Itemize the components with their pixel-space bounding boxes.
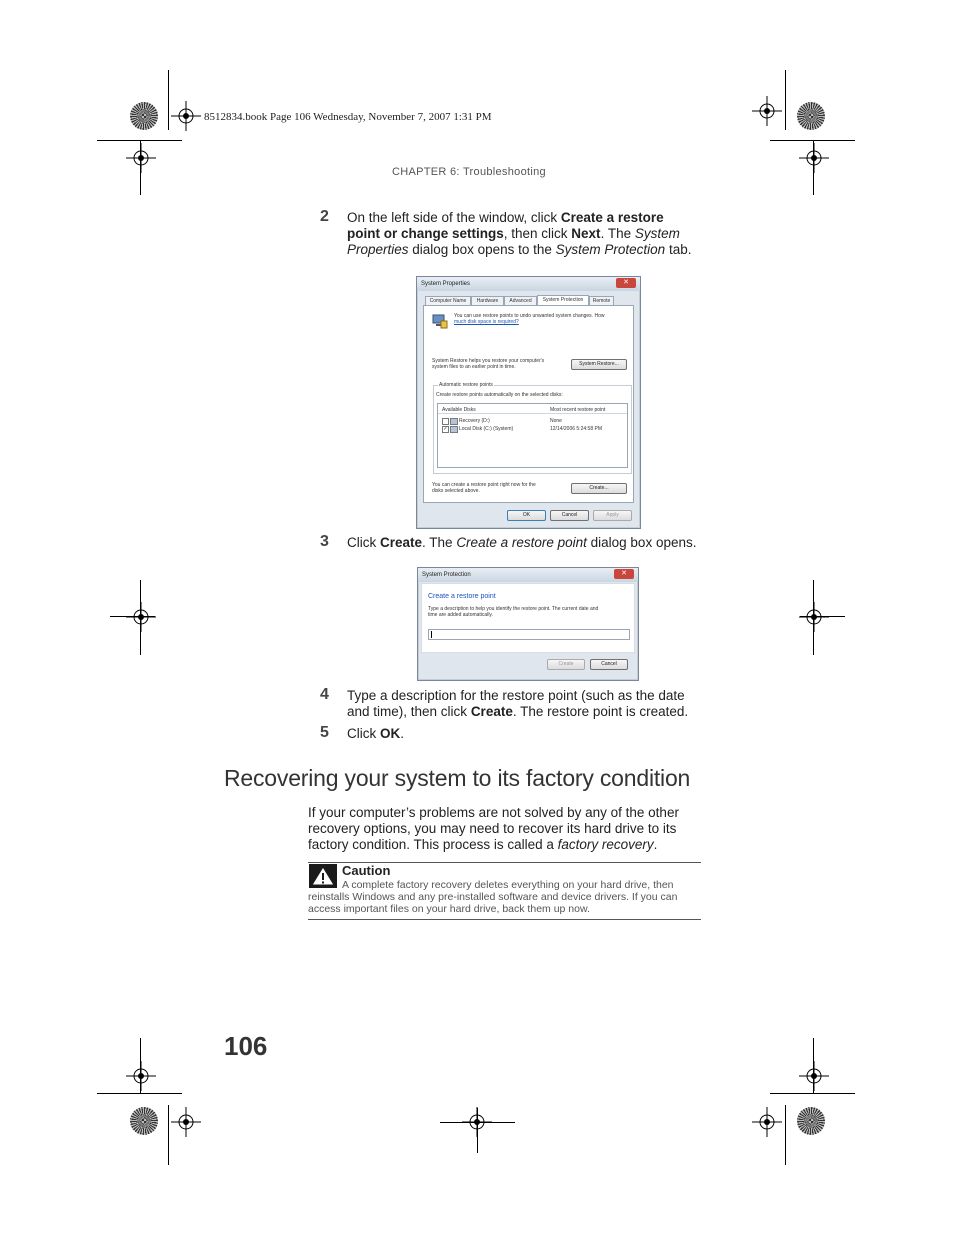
dialog-titlebar: System Protection ✕: [418, 568, 638, 582]
restore-text-1: System Restore helps you restore your computer's: [432, 358, 545, 364]
registration-mark-icon: [799, 1061, 829, 1091]
step-number: 4: [320, 686, 329, 703]
dialog-titlebar: System Properties ✕: [417, 277, 640, 291]
registration-mark-icon: [126, 143, 156, 173]
how-link[interactable]: How: [594, 313, 605, 319]
tab-computer-name[interactable]: Computer Name: [425, 296, 471, 306]
dialog-desc-2: time are added automatically.: [428, 612, 493, 618]
warning-triangle-icon: [309, 864, 337, 888]
create-text-1: You can create a restore point right now for the: [432, 482, 536, 488]
step-3-text: Click Create. The Create a restore point dialog box opens.: [347, 535, 697, 550]
system-protection-dialog: [417, 567, 639, 681]
group-label: Automatic restore points: [439, 382, 493, 388]
create-button[interactable]: Create: [547, 659, 585, 670]
registration-mark-icon: [171, 1107, 201, 1137]
cancel-button[interactable]: Cancel: [550, 510, 589, 521]
disk-name: Local Disk (C:) (System): [459, 426, 514, 432]
dialog-desc-1: Type a description to help you identify the restore point. The current date and: [428, 606, 599, 612]
disk-recent: 12/14/2006 5:24:58 PM: [550, 426, 602, 432]
apply-button[interactable]: Apply: [593, 510, 632, 521]
tab-hardware[interactable]: Hardware: [471, 296, 504, 306]
tab-advanced[interactable]: Advanced: [504, 296, 537, 306]
col-most-recent: Most recent restore point: [550, 407, 606, 413]
info-text: You can use restore points to undo unwanted system changes. How: [454, 313, 605, 319]
tab-panel: [423, 305, 634, 503]
body-line-3: factory condition. This process is called a factory recovery.: [308, 837, 658, 852]
restore-description-input[interactable]: [428, 629, 630, 640]
step-number: 2: [320, 208, 329, 225]
create-button[interactable]: Create...: [571, 483, 627, 494]
step-number: 3: [320, 533, 329, 550]
list-header-divider: [438, 413, 627, 414]
disk-space-link[interactable]: much disk space is required?: [454, 319, 519, 325]
step-number: 5: [320, 724, 329, 741]
registration-mark-icon: [752, 1107, 782, 1137]
step-2-line-2: point or change settings, then click Next. The System: [347, 226, 680, 241]
drive-icon: [450, 418, 458, 425]
step-2-line-3: Properties dialog box opens to the System Protection tab.: [347, 242, 692, 257]
tab-remote[interactable]: Remote: [589, 296, 614, 306]
tab-system-protection[interactable]: System Protection: [537, 295, 589, 306]
disk-name: Recovery (D:): [459, 418, 490, 424]
create-text-2: disks selected above.: [432, 488, 480, 494]
system-restore-button[interactable]: System Restore...: [571, 359, 627, 370]
color-dial-icon: [130, 1107, 158, 1135]
dialog-heading: Create a restore point: [428, 593, 496, 600]
caution-bottom-rule: [308, 919, 701, 920]
step-4-text: [347, 688, 717, 720]
step-2-text: [347, 210, 707, 258]
color-dial-icon: [797, 1107, 825, 1135]
step-4-line-1: Type a description for the restore point (such as the date: [347, 688, 685, 703]
system-properties-dialog: [416, 276, 641, 529]
cancel-button[interactable]: Cancel: [590, 659, 628, 670]
step-5-text: Click OK.: [347, 726, 405, 741]
registration-mark-icon: [799, 143, 829, 173]
page-number: 106: [224, 1031, 268, 1061]
registration-mark-icon: [126, 1061, 156, 1091]
disks-list[interactable]: [437, 403, 628, 468]
caution-line-1: A complete factory recovery deletes everything on your hard drive, then: [342, 879, 674, 891]
col-available-disks: Available Disks: [442, 407, 476, 413]
text-cursor: [431, 631, 432, 638]
restore-text-2: system files to an earlier point in time.: [432, 364, 516, 370]
disk-recent: None: [550, 418, 562, 424]
body-paragraph: [308, 805, 708, 853]
caution-title: Caution: [342, 863, 391, 878]
running-head: CHAPTER 6: Troubleshooting: [392, 166, 546, 178]
color-dial-icon: [797, 102, 825, 130]
color-dial-icon: [130, 102, 158, 130]
registration-mark-icon: [126, 602, 156, 632]
registration-mark-icon: [171, 101, 201, 131]
drive-icon: [450, 426, 458, 433]
body-line-1: If your computer’s problems are not solved by any of the other: [308, 805, 679, 820]
registration-mark-icon: [799, 602, 829, 632]
disk-checkbox[interactable]: [442, 418, 449, 425]
caution-line-2: reinstalls Windows and any pre-installed software and device drivers. If you can: [308, 891, 678, 903]
group-text: Create restore points automatically on the selected disks:: [436, 392, 563, 398]
step-2-line-1: On the left side of the window, click Create a restore: [347, 210, 664, 225]
close-icon[interactable]: ✕: [614, 569, 634, 579]
ok-button[interactable]: OK: [507, 510, 546, 521]
book-info: 8512834.book Page 106 Wednesday, November 7, 2007 1:31 PM: [204, 111, 492, 123]
caution-line-3: access important files on your hard drive, back them up now.: [308, 903, 590, 915]
section-title: Recovering your system to its factory condition: [224, 765, 691, 791]
registration-mark-icon: [752, 96, 782, 126]
step-4-line-2: and time), then click Create. The restore point is created.: [347, 704, 689, 719]
registration-mark-icon: [462, 1107, 492, 1137]
dialog-content: [421, 583, 635, 653]
disk-checkbox[interactable]: ✓: [443, 426, 448, 432]
close-icon[interactable]: ✕: [616, 278, 636, 288]
body-line-2: recovery options, you may need to recover its hard drive to its: [308, 821, 677, 836]
system-protection-icon: [432, 313, 448, 329]
